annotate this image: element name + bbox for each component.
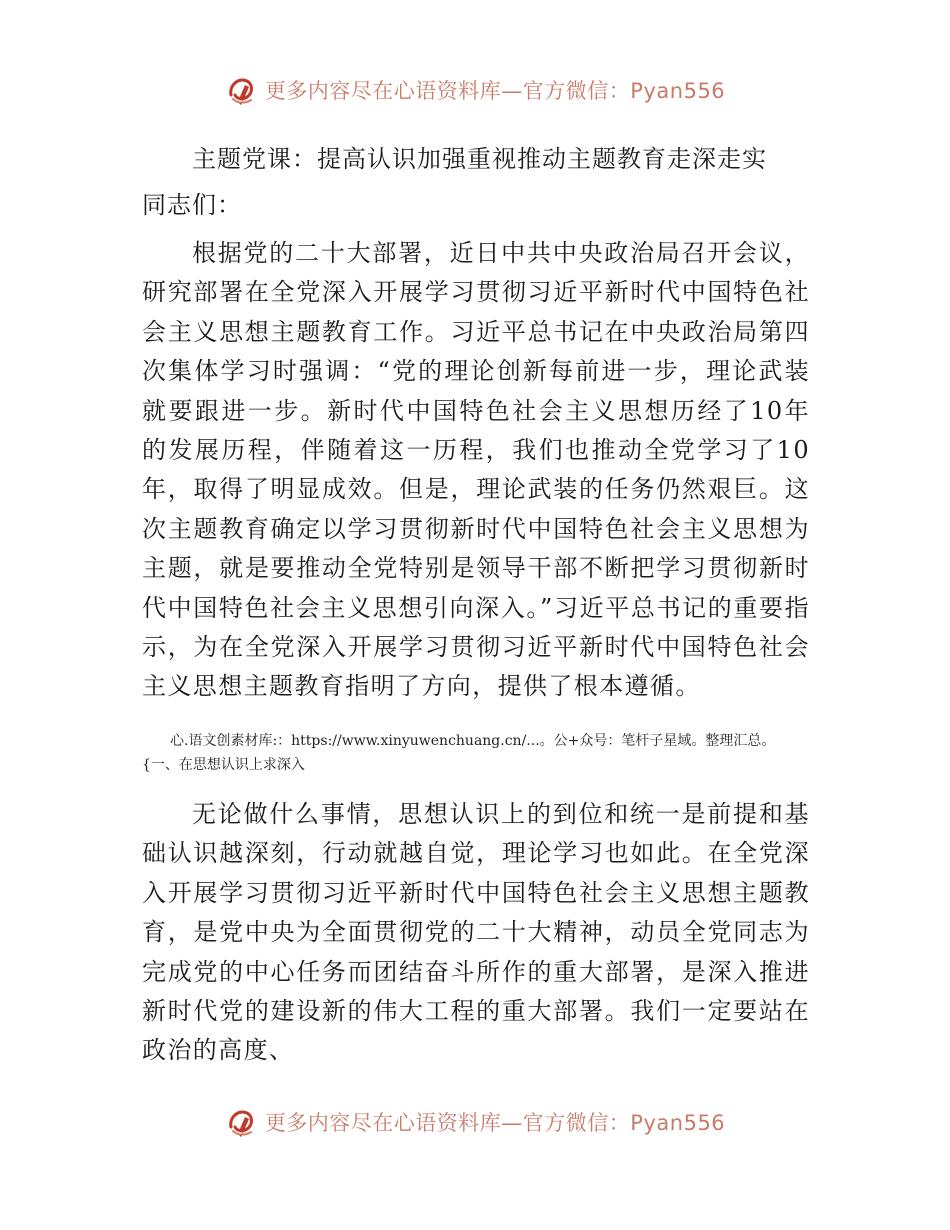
banner-text: 更多内容尽在心语资料库—官方微信：Pyan556 [264,1111,726,1135]
header-banner [0,68,950,112]
paragraph-1: 根据党的二十大部署，近日中共中央政治局召开会议，研究部署在全党深入开展学习贯彻习近平新时代中国特色社会主义思想主题教育工作。习近平总书记在中央政治局第四次集体学习时强调：“党的理论创新每前进一步，理论武装就要跟进一步。新时代中国特色社会主义思想历经了10年的发展历程，伴随着这一历程，我们也推动全党学习了10年，取得了明显成效。但是，理论武装的任务仍然艰巨。这次主题教育确定以学习贯彻新时代中国特色社会主义思想为主题，就是要推动全党特别是领导干部不断把学习贯彻新时代中国特色社会主义思想引向深入。”习近平总书记的重要指示，为在全党深入开展学习贯彻习近平新时代中国特色社会主义思想主题教育指明了方向，提供了根本遵循。 [142,239,810,701]
document-body [142,136,810,1071]
banner-text: 更多内容尽在心语资料库—官方微信：Pyan556 [264,79,726,103]
pen-ribbon-logo-icon [225,73,259,107]
footer-banner [0,1100,950,1144]
paragraph-2: 无论做什么事情，思想认识上的到位和统一是前提和基础认识越深刻，行动就越自觉，理论学习也如此。在全党深入开展学习贯彻习近平新时代中国特色社会主义思想主题教育，是党中央为全面贯彻党的二十大精神，动员全党同志为完成党的中心任务而团结奋斗所作的重大部署，是深入推进新时代党的建设新的伟大工程的重大部署。我们一定要站在政治的高度、 [142,799,810,1065]
document-title: 主题党课：提高认识加强重视推动主题教育走深走实 [192,145,767,173]
pen-ribbon-logo-icon [225,1105,259,1139]
greeting: 同志们： [142,191,242,219]
source-note: 心.语文创素材库:：https://www.xinyuwenchuang.cn/...。公+众号：笔杆子星域。整理汇总。{一、在思想认识上求深入 [142,732,776,773]
